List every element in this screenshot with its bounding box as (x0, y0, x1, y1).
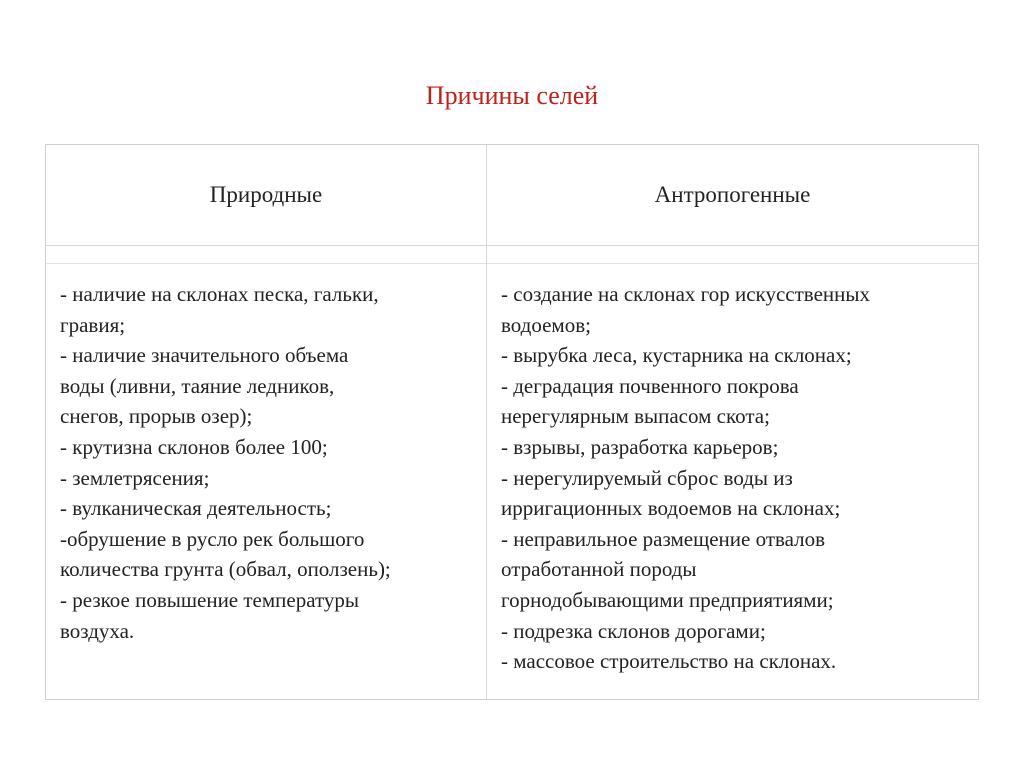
causes-table (45, 144, 979, 700)
cause-line: - нерегулируемый сброс воды из (501, 465, 793, 490)
cause-line: воды (ливни, таяние ледников, (60, 373, 335, 398)
cause-line: - взрывы, разработка карьеров; (501, 434, 779, 459)
column-header-natural: Природные (209, 182, 323, 207)
cause-line: - вырубка леса, кустарника на склонах; (501, 343, 852, 368)
cause-line: нерегулярным выпасом скота; (501, 404, 770, 429)
cause-line: - подрезка склонов дорогами; (501, 618, 766, 643)
cause-line: - деградация почвенного покрова (501, 373, 799, 398)
slide-title: Причины селей (425, 81, 599, 110)
cause-line: горнодобывающими предприятиями; (501, 587, 834, 612)
cause-line: количества грунта (обвал, оползень); (60, 557, 391, 582)
cause-line: - наличие на склонах песка, гальки, (60, 282, 379, 306)
cause-line: - наличие значительного объема (60, 343, 349, 368)
cause-line: - землетрясения; (60, 465, 210, 490)
cause-line: - массовое строительство на склонах. (501, 649, 837, 674)
cause-line: гравия; (60, 312, 126, 337)
cause-line: - создание на склонах гор искусственных (501, 282, 870, 306)
cause-line: отработанной породы (501, 557, 697, 582)
cause-line: воздуха. (60, 618, 135, 643)
cause-line: - вулканическая деятельность; (60, 496, 332, 521)
cause-line: - резкое повышение температуры (60, 587, 360, 612)
natural-causes-list (60, 279, 480, 646)
cause-line: снегов, прорыв озер); (60, 404, 253, 429)
cause-line: водоемов; (501, 312, 591, 337)
cause-line: -обрушение в русло рек большого (60, 526, 365, 551)
cause-line: ирригационных водоемов на склонах; (501, 496, 841, 521)
column-header-anthropogenic: Антропогенные (654, 182, 811, 207)
cause-line: - крутизна склонов более 100; (60, 434, 328, 459)
table-spacer-row (46, 246, 978, 264)
anthropogenic-causes-list (501, 279, 971, 677)
cause-line: - неправильное размещение отвалов (501, 526, 826, 551)
